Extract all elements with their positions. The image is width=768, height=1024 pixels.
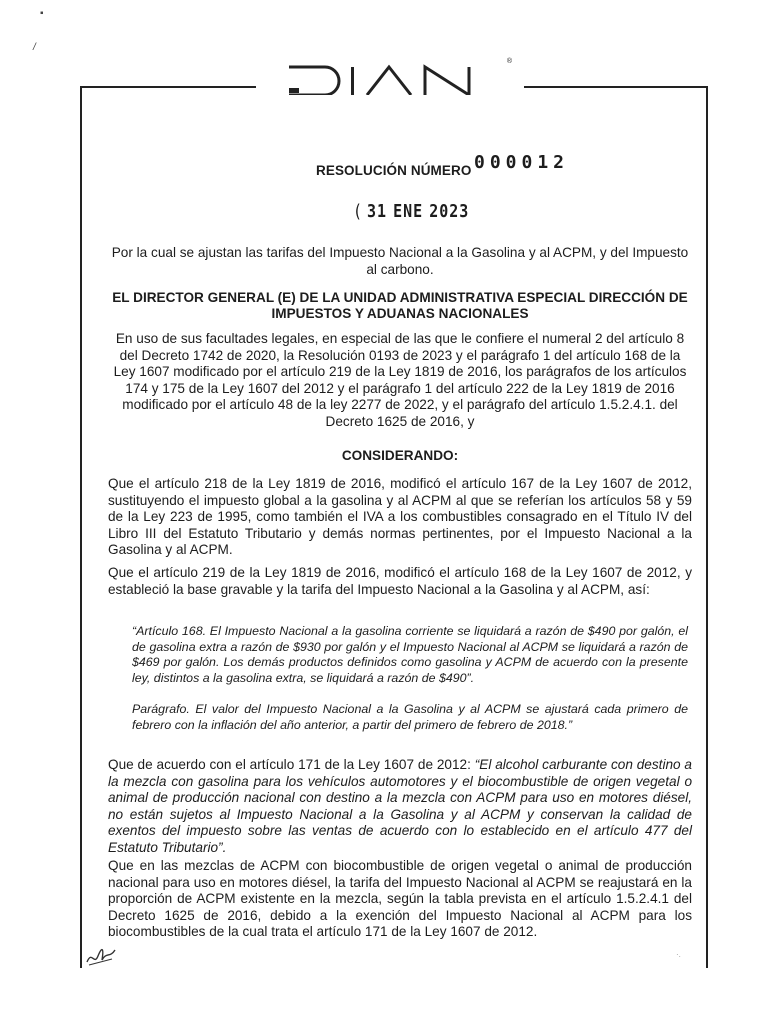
date-year: 2023	[429, 200, 470, 222]
registered-mark: ®	[506, 58, 512, 65]
handwritten-initials-icon	[84, 940, 118, 968]
paragraph-3-quote: “El alcohol carburante con destino a la mezcla con gasolina para los vehículos automotores y el biocombustible de origen vegetal o animal de producción nacional con destino a la mezcla con ACPM para uso en motores diésel, no están sujetos al Impuesto Nacional a la Gasolina y al ACPM y conservan la calidad de exentos del impuesto sobre las ventas de acuerdo con lo establecido en el artículo 477 del Estatuto Tributario”.	[108, 757, 692, 855]
paragraph-2: Que el artículo 219 de la Ley 1819 de 2016, modificó el artículo 168 de la Ley 1607 de 2012, y estableció la base gravable y la tarifa del Impuesto Nacional a la Gasolina y al ACPM, así:	[108, 565, 692, 597]
subject-text: Por la cual se ajustan las tarifas del Impuesto Nacional a la Gasolina y al ACPM, y del Impuesto al carbono.	[111, 245, 689, 277]
scan-speck: /	[33, 42, 36, 53]
resolution-label: RESOLUCIÓN NÚMERO	[316, 163, 472, 178]
date-day: 31	[367, 200, 388, 222]
scan-speck: ▪	[40, 8, 44, 19]
date-month: ENE	[393, 200, 424, 222]
paragraph-1: Que el artículo 218 de la Ley 1819 de 2016, modificó el artículo 167 de la Ley 1607 de 2012, sustituyendo el impuesto global a la gasolina y al ACPM al que se referían los artículos 58 y 59 de la Ley 223 de 1995, como también el IVA a los combustibles consagrado en el Título IV del Libro III del Estatuto Tributario y demás normas pertinentes, por el Impuesto Nacional a la Gasolina y al ACPM.	[108, 476, 692, 558]
director-heading: EL DIRECTOR GENERAL (E) DE LA UNIDAD ADMINISTRATIVA ESPECIAL DIRECCIÓN DE IMPUESTOS Y ADUANAS NACIONALES	[112, 290, 688, 321]
paragraph-3	[108, 757, 692, 857]
quote-paragrafo: Parágrafo. El valor del Impuesto Nacional a la Gasolina y al ACPM se ajustará cada primero de febrero con la inflación del año anterior, a partir del primero de febrero de 2018.”	[132, 702, 688, 732]
paragraph-3-lead: Que de acuerdo con el artículo 171 de la Ley 1607 de 2012:	[108, 757, 475, 772]
date-stamp	[353, 200, 469, 222]
resolution-line	[108, 148, 692, 184]
quote-article-168: “Artículo 168. El Impuesto Nacional a la gasolina corriente se liquidará a razón de $490 por galón, el de gasolina extra a razón de $930 por galón y el Impuesto Nacional al ACPM se liquidará a razón de $469 por galón. Los demás productos definidos como gasolina y ACPM de acuerdo con la presente ley, distintos a la gasolina extra, se liquidará a razón de $490”.	[132, 624, 688, 685]
scan-speck: ·.	[676, 950, 681, 959]
resolution-number: 000012	[474, 152, 570, 173]
preamble-text: En uso de sus facultades legales, en especial de las que le confiere el numeral 2 del artículo 8 del Decreto 1742 de 2020, la Resolución 0193 de 2023 y el parágrafo 1 del artículo 168 de la Ley 1607 modificado por el artículo 219 de la Ley 1819 de 2016, los parágrafos de los artículos 174 y 175 de la Ley 1607 del 2012 y el parágrafo 1 del artículo 222 de la Ley 1819 de 2016 modificado por el artículo 48 de la ley 2277 de 2022, y el parágrafo del artículo 1.5.2.4.1. del Decreto 1625 de 2016, y	[113, 331, 687, 429]
dian-logo-mark-icon	[285, 63, 495, 95]
paragraph-4: Que en las mezclas de ACPM con biocombustible de origen vegetal o animal de producción nacional para uso en motores diésel, la tarifa del Impuesto Nacional al ACPM se reajustará en la proporción de ACPM existente en la mezcla, según la tabla prevista en el artículo 1.5.2.4.1 del Decreto 1625 de 2016, debido a la exención del Impuesto Nacional al ACPM para los biocombustibles de la cual trata el artículo 171 de la Ley 1607 de 2012.	[108, 858, 692, 940]
document-body	[108, 148, 692, 940]
considerando-heading: CONSIDERANDO:	[341, 448, 459, 463]
dian-logo	[256, 54, 524, 104]
date-paren: (	[353, 200, 364, 222]
